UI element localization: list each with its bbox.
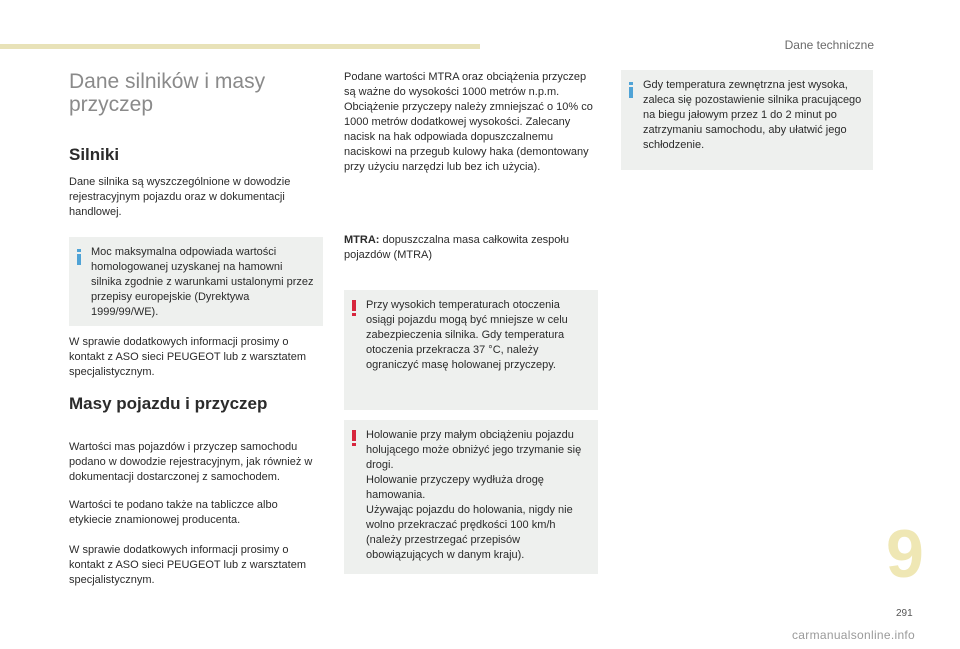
info-note-cooling [621,70,873,170]
info-note-cooling-text: Gdy temperatura zewnętrzna jest wysoka, zaleca się pozostawienie silnika pracującego na biegu jałowym przez 1 do 2 minut po zatrzymaniu samochodu, aby ułatwić jego schłodzenie. [643,79,862,151]
warning-note-temperature [344,290,598,410]
mtra-def-text: dopuszczalna masa całkowita zespołu pojazdów (MTRA) [344,234,569,261]
page-title: Dane silników i masy przyczep [69,70,266,116]
info-icon [77,249,81,265]
mtra-label: MTRA: [344,234,380,246]
page-number: 291 [896,608,913,619]
warning-note-2-line-1: Holowanie przy małym obciążeniu pojazdu holującego może obniżyć jego trzymanie się drogi. [366,429,582,471]
info-icon [629,82,633,98]
mtra-definition [344,233,598,263]
warning-note-2-line-2: Holowanie przyczepy wydłuża drogę hamowania. [366,474,544,501]
left-column [69,70,321,116]
contact-text-1: W sprawie dodatkowych informacji prosimy o kontakt z ASO sieci PEUGEOT lub z warsztatem specjalistycznym. [69,336,306,378]
header-rule [0,44,480,49]
contact-text-2: W sprawie dodatkowych informacji prosimy o kontakt z ASO sieci PEUGEOT lub z warsztatem specjalistycznym. [69,544,306,586]
mtra-text: Podane wartości MTRA oraz obciążenia przyczep są ważne do wysokości 1000 metrów n.p.m. Obciążenie przyczepy należy zmniejszać o 10% co 1000 metrów dodatkowej wysokości. Zalecany nacisk na hak odpowiada dopuszczalnemu naciskowi na przegub kulowy haka (demontowany przy użyciu narzędzi lub bez ich użycia). [344,71,593,173]
info-note-power [69,237,323,326]
engines-text: Dane silnika są wyszczególnione w dowodzie rejestracyjnym pojazdu oraz w dokumentacji handlowej. [69,176,291,218]
warning-note-1-text: Przy wysokich temperaturach otoczenia osiągi pojazdu mogą być mniejsze w celu zabezpieczenia silnika. Gdy temperatura otoczenia przekracza 37 °C, należy ograniczyć masę holowanej przyczepy. [366,299,568,371]
masses-heading: Masy pojazdu i przyczep [69,394,268,413]
warning-icon [352,430,357,448]
engines-section [69,147,321,162]
masses-text-1: Wartości mas pojazdów i przyczep samochodu podano w dowodzie rejestracyjnym, jak również w dokumentacji dostarczonej z samochodem. [69,441,313,483]
warning-note-2-line-3: Używając pojazdu do holowania, nigdy nie wolno przekraczać prędkości 100 km/h (należy przestrzegać przepisów obowiązujących w danym kraju). [366,504,573,561]
section-title: Dane techniczne [784,38,874,52]
chapter-number: 9 [886,516,924,592]
warning-icon [352,300,357,318]
warning-note-towing [344,420,598,574]
watermark: carmanualsonline.info [792,628,916,642]
engines-heading: Silniki [69,145,120,164]
info-note-text: Moc maksymalna odpowiada wartości homologowanej uzyskanej na hamowni silnika zgodnie z warunkami ustalonymi przez przepisy europejskie (Dyrektywa 1999/99/WE). [91,246,314,318]
masses-text-2: Wartości te podano także na tabliczce albo etykiecie znamionowej producenta. [69,499,278,526]
